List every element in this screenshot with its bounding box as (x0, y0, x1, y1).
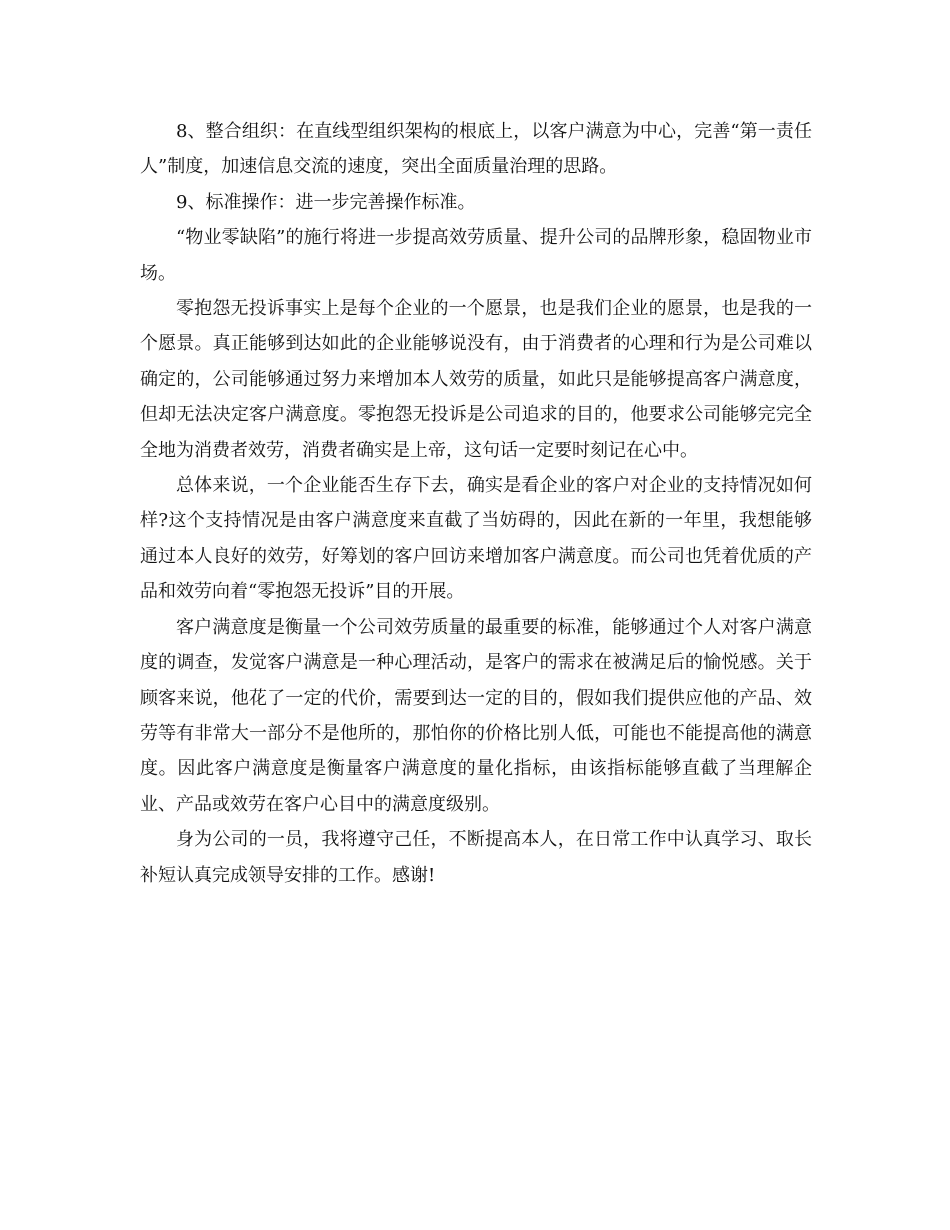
paragraph-zero-defect: “物业零缺陷”的施行将进一步提高效劳质量、提升公司的品牌形象，稳固物业市场。 (140, 227, 812, 284)
paragraph-closing: 身为公司的一员，我将遵守己任，不断提高本人，在日常工作中认真学习、取长补短认真完成领导安排的工作。感谢! (140, 829, 812, 886)
document-body (140, 114, 812, 893)
paragraph-overall: 总体来说，一个企业能否生存下去，确实是看企业的客户对企业的支持情况如何样?这个支持情况是由客户满意度来直截了当妨碍的，因此在新的一年里，我想能够通过本人良好的效劳，好筹划的客户回访来增加客户满意度。而公司也凭着优质的产品和效劳向着“零抱怨无投诉”目的开展。 (140, 475, 812, 603)
paragraph-integrate-organization: 8、整合组织：在直线型组织架构的根底上，以客户满意为中心，完善“第一责任人”制度，加速信息交流的速度，突出全面质量治理的思路。 (140, 121, 812, 178)
paragraph-zero-complaint: 零抱怨无投诉事实上是每个企业的一个愿景，也是我们企业的愿景，也是我的一个愿景。真正能够到达如此的企业能够说没有，由于消费者的心理和行为是公司难以确定的，公司能够通过努力来增加本人效劳的质量，如此只是能够提高客户满意度，但却无法决定客户满意度。零抱怨无投诉是公司追求的目的，他要求公司能够完完全全地为消费者效劳，消费者确实是上帝，这句话一定要时刻记在心中。 (140, 298, 812, 461)
paragraph-satisfaction: 客户满意度是衡量一个公司效劳质量的最重要的标准，能够通过个人对客户满意度的调查，发觉客户满意是一种心理活动，是客户的需求在被满足后的愉悦感。关于顾客来说，他花了一定的代价，需要到达一定的目的，假如我们提供应他的产品、效劳等有非常大一部分不是他所的，那怕你的价格比别人低，可能也不能提高他的满意度。因此客户满意度是衡量客户满意度的量化指标，由该指标能够直截了当理解企业、产品或效劳在客户心目中的满意度级别。 (140, 616, 812, 815)
paragraph-standard-operation: 9、标准操作：进一步完善操作标准。 (176, 191, 476, 213)
